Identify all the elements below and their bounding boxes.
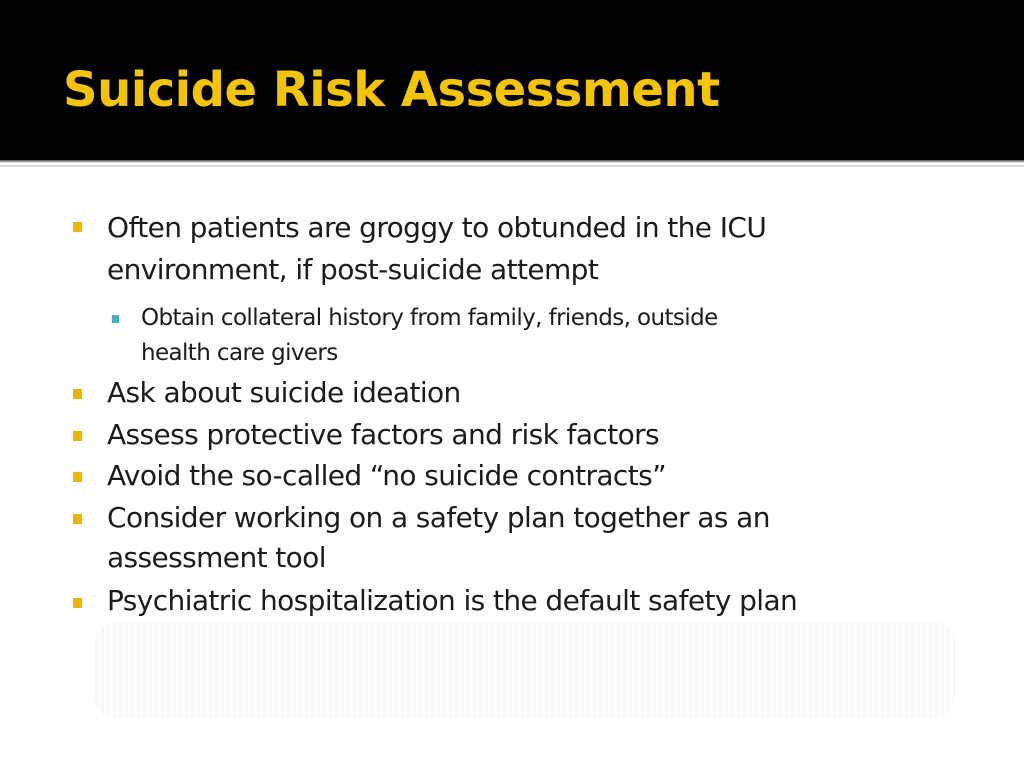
bullet-text-line: Psychiatric hospitalization is the default safety plan xyxy=(107,584,798,617)
bullet-square-icon xyxy=(73,389,82,399)
sub-bullet-text-line: health care givers xyxy=(141,340,338,366)
bullet-square-icon xyxy=(73,222,82,232)
blurred-region xyxy=(95,622,955,718)
title-divider xyxy=(0,160,1024,167)
bullet-square-icon xyxy=(73,598,82,608)
bullet-text-line: Often patients are groggy to obtunded in the ICU xyxy=(107,211,767,244)
bullet-square-icon xyxy=(73,472,82,482)
bullet-text-line: assessment tool xyxy=(107,541,326,574)
sub-bullet-square-icon xyxy=(112,315,119,323)
slide-title: Suicide Risk Assessment xyxy=(63,62,720,118)
bullet-square-icon xyxy=(73,514,82,524)
bullet-text-line: environment, if post-suicide attempt xyxy=(107,253,599,286)
bullet-square-icon xyxy=(73,431,82,441)
bullet-text-line: Consider working on a safety plan together as an xyxy=(107,501,770,534)
bullet-text-line: Ask about suicide ideation xyxy=(107,376,461,409)
bullet-text-line: Assess protective factors and risk factors xyxy=(107,418,659,451)
bullet-text-line: Avoid the so-called “no suicide contracts” xyxy=(107,459,666,492)
sub-bullet-text-line: Obtain collateral history from family, friends, outside xyxy=(141,305,718,331)
